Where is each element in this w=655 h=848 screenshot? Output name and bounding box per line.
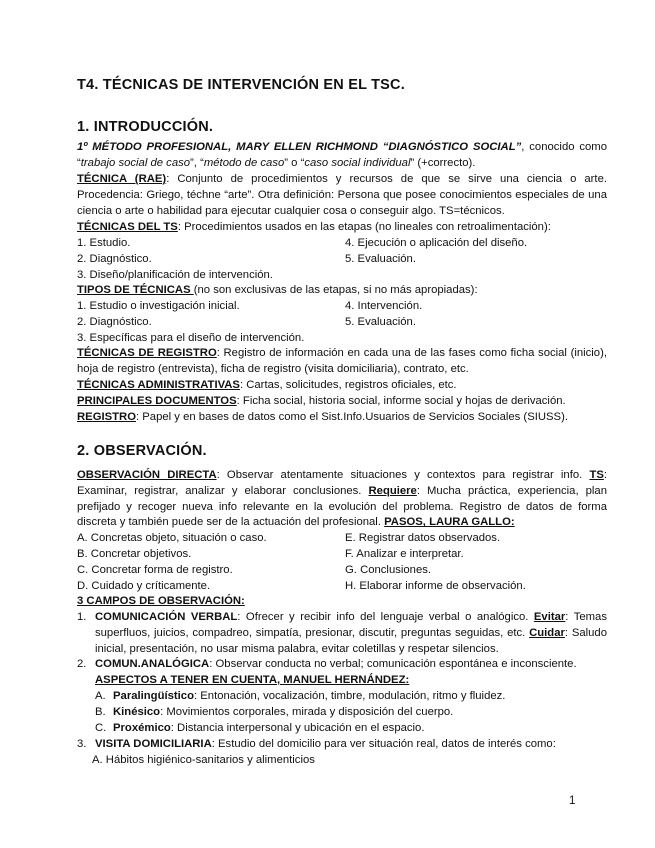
list-item: 1. Estudio. xyxy=(77,237,131,249)
documentos-paragraph xyxy=(77,394,607,410)
campos-observacion-label: 3 CAMPOS DE OBSERVACIÓN: xyxy=(77,595,245,607)
comunicacion-analogica-label: COMUN.ANALÓGICA xyxy=(95,658,210,670)
section-1-heading: 1. INTRODUCCIÓN. xyxy=(77,119,214,135)
requiere-label: Requiere xyxy=(368,484,417,497)
observacion-directa-label: OBSERVACIÓN DIRECTA xyxy=(77,469,217,481)
list-item: 1. Estudio o investigación inicial. xyxy=(77,300,240,312)
list-item: E. Registrar datos observados. xyxy=(345,532,501,544)
comunicacion-analogica-line xyxy=(95,657,577,673)
tecnicas-admin-text: : Cartas, solicitudes, registros oficiales, etc. xyxy=(239,379,457,391)
kinesico-label: Kinésico xyxy=(113,706,161,718)
tecnicas-registro-label: TÉCNICAS DE REGISTRO xyxy=(77,347,217,359)
tecnicas-registro-text: : Registro de información en cada una de las fases como ficha social (inicio), hoja de registro (entrevista), ficha de registro (visita domiciliaria), contrato, etc. xyxy=(77,347,607,375)
observacion-text-1: : Observar atentamente situaciones y contextos para registrar info. xyxy=(216,469,590,481)
observacion-text-3: : Mucha práctica, experiencia, plan prefijado y recoger nueva info relevante en la evolución del problema. Registro de datos de forma discreta y también puede ser de la actuación del profesional. xyxy=(77,484,607,529)
list-item: C. Concretar forma de registro. xyxy=(77,564,233,576)
tecnicas-ts-label: TÉCNICAS DEL TS xyxy=(77,221,178,233)
document-title: T4. TÉCNICAS DE INTERVENCIÓN EN EL TSC. xyxy=(77,77,405,93)
comunicacion-verbal-label: COMUNICACIÓN VERBAL xyxy=(95,611,238,623)
list-item: A. Concretas objeto, situación o caso. xyxy=(77,532,267,544)
proxemico-text: : Distancia interpersonal y ubicación en el espacio. xyxy=(170,722,425,734)
intro-lead: 1º MÉTODO PROFESIONAL, MARY ELLEN RICHMOND “DIAGNÓSTICO SOCIAL” xyxy=(77,141,522,153)
section-2-heading: 2. OBSERVACIÓN. xyxy=(77,443,207,459)
proxemico-label: Proxémico xyxy=(113,722,171,734)
tecnicas-ts-text: : Procedimientos usados en las etapas (no lineales con retroalimentación): xyxy=(177,221,551,233)
list-number: 3. xyxy=(77,738,87,750)
evitar-label: Evitar xyxy=(533,611,566,623)
tecnicas-ts-paragraph xyxy=(77,220,607,236)
tecnicas-admin-label: TÉCNICAS ADMINISTRATIVAS xyxy=(77,379,240,391)
ts-label: TS xyxy=(589,469,604,481)
tecnica-rae-text: : Conjunto de procedimientos y recursos de que se sirve una ciencia o arte. Procedencia: Griego, téchne “arte”. Otra definición: Persona que posee conocimientos especiales de una ciencia o arte o habilidad para ejecutar cualquier cosa o conseguir algo. TS=técnicos. xyxy=(77,173,607,217)
intro-text-4: ” (+correcto). xyxy=(410,156,476,169)
documentos-text: : Ficha social, historia social, informe social y hojas de derivación. xyxy=(236,395,566,407)
paralinguistico-text: : Entonación, vocalización, timbre, modulación, ritmo y fluidez. xyxy=(193,690,506,702)
item-letter: C. xyxy=(95,722,107,734)
registro-paragraph xyxy=(77,410,607,426)
observacion-text-2: : Examinar, registrar, analizar y elaborar conclusiones. xyxy=(77,469,608,497)
list-item: B. Concretar objetivos. xyxy=(77,548,192,560)
list-item: 2. Diagnóstico. xyxy=(77,253,152,265)
list-item xyxy=(95,721,424,737)
registro-label: REGISTRO xyxy=(77,411,136,423)
verbal-text-2: : Temas superfluos, juicios, compadreo, simpatía, presionar, discutir, preguntas seguidas, etc. xyxy=(95,611,607,639)
comunicacion-verbal-paragraph xyxy=(95,610,607,657)
pasos-label: PASOS, LAURA GALLO: xyxy=(384,516,515,529)
intro-text-2: ”, “ xyxy=(190,156,204,169)
intro-italic-1: trabajo social de caso xyxy=(80,156,191,169)
visita-domiciliaria-label: VISITA DOMICILIARIA xyxy=(95,738,212,750)
intro-text-1: , conocido como “ xyxy=(77,141,607,169)
list-item: G. Conclusiones. xyxy=(345,564,432,576)
item-letter: B. xyxy=(95,706,106,718)
registro-text: : Papel y en bases de datos como el Sist.Info.Usuarios de Servicios Sociales (SIUSS). xyxy=(136,411,568,423)
verbal-text-3: : Saludo inicial, presentación, no usar misma palabra, evitar coletillas y respetar silencios. xyxy=(95,626,607,655)
paralinguistico-label: Paralingüístico xyxy=(113,690,194,702)
list-item xyxy=(95,689,505,705)
intro-italic-2: método de caso xyxy=(203,156,285,169)
tecnicas-admin-paragraph xyxy=(77,378,607,394)
tipos-text: (no son exclusivas de las etapas, si no más apropiadas): xyxy=(193,284,478,296)
item-letter: A. xyxy=(95,690,106,702)
verbal-text-1: : Ofrecer y recibir info del lenguaje verbal o analógico. xyxy=(237,611,534,623)
intro-paragraph xyxy=(77,140,607,172)
list-item: 4. Ejecución o aplicación del diseño. xyxy=(345,237,528,249)
visita-domiciliaria-line xyxy=(95,737,556,753)
list-item: D. Cuidado y críticamente. xyxy=(77,580,211,592)
page-number: 1 xyxy=(569,795,576,807)
list-number: 2. xyxy=(77,658,87,670)
intro-italic-3: caso social individual xyxy=(304,156,411,169)
aspectos-label: ASPECTOS A TENER EN CUENTA, MANUEL HERNÁNDEZ: xyxy=(95,674,410,686)
tecnica-rae-label: TÉCNICA (RAE) xyxy=(77,173,167,185)
list-item xyxy=(95,705,453,721)
documentos-label: PRINCIPALES DOCUMENTOS xyxy=(77,395,237,407)
list-item: 4. Intervención. xyxy=(345,300,423,312)
list-item: A. Hábitos higiénico-sanitarios y alimenticios xyxy=(92,754,315,766)
cuidar-label: Cuidar xyxy=(529,626,565,639)
list-number: 1. xyxy=(77,611,87,623)
list-item: H. Elaborar informe de observación. xyxy=(345,580,526,592)
tecnicas-registro-paragraph xyxy=(77,346,607,378)
intro-text-3: ” o “ xyxy=(284,156,305,169)
list-item: 3. Diseño/planificación de intervención. xyxy=(77,269,273,281)
list-item: 3. Específicas para el diseño de intervención. xyxy=(77,332,305,344)
list-item: 2. Diagnóstico. xyxy=(77,316,152,328)
comunicacion-analogica-text: : Observar conducta no verbal; comunicación espontánea e inconsciente. xyxy=(209,658,577,670)
tipos-paragraph xyxy=(77,283,607,299)
visita-domiciliaria-text: : Estudio del domicilio para ver situación real, datos de interés como: xyxy=(211,738,556,750)
tecnica-rae-paragraph xyxy=(77,172,607,219)
kinesico-text: : Movimientos corporales, mirada y disposición del cuerpo. xyxy=(160,706,454,718)
tipos-label: TIPOS DE TÉCNICAS xyxy=(77,284,194,296)
observacion-directa-paragraph xyxy=(77,468,607,531)
list-item: F. Analizar e interpretar. xyxy=(345,548,464,560)
list-item: 5. Evaluación. xyxy=(345,253,416,265)
list-item: 5. Evaluación. xyxy=(345,316,416,328)
